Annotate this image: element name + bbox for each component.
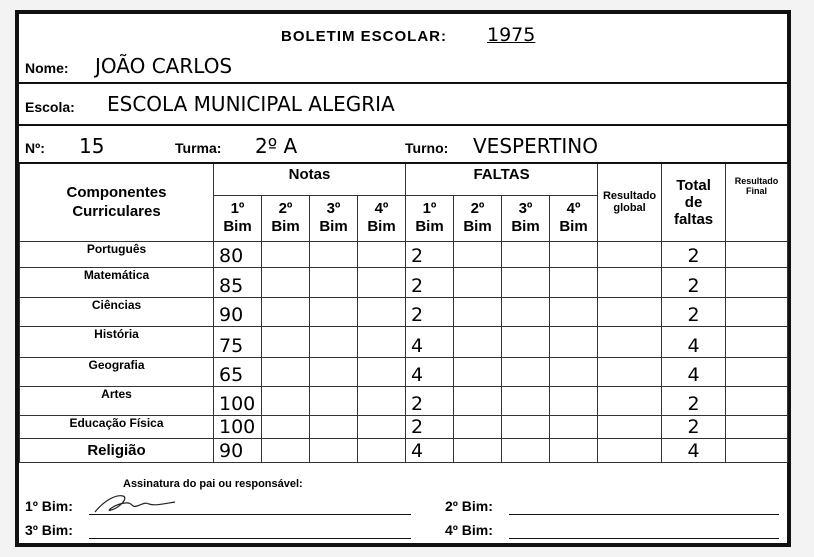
empty-cell (550, 438, 598, 462)
empty-cell (454, 241, 502, 267)
student-shift: VESPERTINO (473, 134, 598, 158)
empty-cell (262, 415, 310, 438)
falta-bim-1: 2 (406, 415, 454, 438)
school-name: ESCOLA MUNICIPAL ALEGRIA (107, 92, 395, 116)
total-faltas: 2 (662, 267, 726, 297)
total-faltas: 2 (662, 386, 726, 415)
table-row (20, 241, 788, 267)
shift-label: Turno: (405, 140, 449, 156)
empty-cell (310, 267, 358, 297)
total-faltas: 4 (662, 438, 726, 462)
header-row (19, 14, 787, 84)
empty-cell (502, 357, 550, 386)
empty-cell (262, 241, 310, 267)
notas-bim-4-header: 4º Bim (358, 195, 406, 241)
empty-cell (262, 267, 310, 297)
falta-bim-1: 2 (406, 241, 454, 267)
empty-cell (310, 415, 358, 438)
student-class: 2º A (255, 134, 298, 158)
empty-cell (598, 386, 662, 415)
empty-cell (598, 415, 662, 438)
empty-cell (502, 267, 550, 297)
empty-cell (262, 438, 310, 462)
subject-name: Religião (20, 438, 214, 462)
empty-cell (358, 357, 406, 386)
nota-bim-1: 90 (214, 438, 262, 462)
empty-cell (310, 241, 358, 267)
empty-cell (502, 438, 550, 462)
student-number: 15 (79, 134, 105, 158)
empty-cell (262, 326, 310, 357)
empty-cell (454, 267, 502, 297)
empty-cell (598, 357, 662, 386)
empty-cell (502, 415, 550, 438)
nota-bim-1: 100 (214, 415, 262, 438)
notas-bim-2-header: 2º Bim (262, 195, 310, 241)
faltas-bim-1-header: 1º Bim (406, 195, 454, 241)
info-row (19, 126, 787, 162)
empty-cell (726, 241, 788, 267)
total-faltas: 2 (662, 241, 726, 267)
school-row (19, 84, 787, 126)
empty-cell (550, 415, 598, 438)
components-header: Componentes Curriculares (20, 163, 214, 241)
empty-cell (454, 297, 502, 326)
table-row (20, 267, 788, 297)
empty-cell (726, 357, 788, 386)
table-row (20, 326, 788, 357)
falta-bim-1: 2 (406, 386, 454, 415)
empty-cell (358, 267, 406, 297)
total-faltas: 4 (662, 357, 726, 386)
empty-cell (550, 386, 598, 415)
empty-cell (454, 326, 502, 357)
nota-bim-1: 80 (214, 241, 262, 267)
sign-bim2-line[interactable] (509, 514, 779, 515)
resultado-final-header: Resultado Final (726, 163, 788, 241)
subject-name: Ciências (20, 297, 214, 326)
empty-cell (502, 297, 550, 326)
empty-cell (262, 297, 310, 326)
empty-cell (310, 438, 358, 462)
subject-name: Geografia (20, 357, 214, 386)
empty-cell (262, 357, 310, 386)
table-row (20, 386, 788, 415)
empty-cell (550, 357, 598, 386)
empty-cell (550, 241, 598, 267)
total-faltas-header: Total de faltas (662, 163, 726, 241)
empty-cell (358, 438, 406, 462)
sign-bim1-label: 1º Bim: (25, 498, 73, 514)
table-row (20, 297, 788, 326)
empty-cell (502, 386, 550, 415)
class-label: Turma: (175, 140, 222, 156)
student-name: JOÃO CARLOS (95, 54, 233, 78)
falta-bim-1: 2 (406, 297, 454, 326)
sign-bim4-label: 4º Bim: (445, 522, 493, 538)
empty-cell (262, 386, 310, 415)
subject-name: Matemática (20, 267, 214, 297)
table-row (20, 438, 788, 462)
total-faltas: 2 (662, 297, 726, 326)
empty-cell (310, 386, 358, 415)
empty-cell (454, 415, 502, 438)
notas-bim-3-header: 3º Bim (310, 195, 358, 241)
empty-cell (358, 415, 406, 438)
empty-cell (358, 297, 406, 326)
empty-cell (454, 386, 502, 415)
empty-cell (502, 326, 550, 357)
falta-bim-1: 4 (406, 438, 454, 462)
report-card (15, 10, 791, 547)
empty-cell (598, 297, 662, 326)
notas-header: Notas (214, 163, 406, 195)
subject-name: Português (20, 241, 214, 267)
number-label: Nº: (25, 140, 45, 156)
empty-cell (550, 326, 598, 357)
notas-bim-1-header: 1º Bim (214, 195, 262, 241)
sign-bim2-label: 2º Bim: (445, 498, 493, 514)
empty-cell (598, 326, 662, 357)
sign-bim3-line[interactable] (89, 538, 411, 539)
empty-cell (310, 326, 358, 357)
handwritten-signature (89, 490, 179, 516)
nota-bim-1: 75 (214, 326, 262, 357)
nota-bim-1: 85 (214, 267, 262, 297)
empty-cell (550, 267, 598, 297)
empty-cell (454, 438, 502, 462)
total-faltas: 4 (662, 326, 726, 357)
falta-bim-1: 2 (406, 267, 454, 297)
empty-cell (726, 326, 788, 357)
empty-cell (358, 386, 406, 415)
empty-cell (358, 326, 406, 357)
faltas-bim-4-header: 4º Bim (550, 195, 598, 241)
sign-bim3-label: 3º Bim: (25, 522, 73, 538)
empty-cell (310, 297, 358, 326)
table-row (20, 357, 788, 386)
empty-cell (726, 297, 788, 326)
grades-table (19, 162, 788, 463)
signature-section (19, 476, 787, 547)
table-row (20, 415, 788, 438)
name-label: Nome: (25, 60, 69, 76)
report-title: BOLETIM ESCOLAR: (281, 28, 447, 45)
total-faltas: 2 (662, 415, 726, 438)
faltas-header: FALTAS (406, 163, 598, 195)
empty-cell (550, 297, 598, 326)
empty-cell (598, 241, 662, 267)
subject-name: História (20, 326, 214, 357)
nota-bim-1: 65 (214, 357, 262, 386)
empty-cell (726, 438, 788, 462)
empty-cell (726, 386, 788, 415)
sign-bim4-line[interactable] (509, 538, 779, 539)
subject-name: Educação Física (20, 415, 214, 438)
empty-cell (310, 357, 358, 386)
resultado-global-header: Resultado global (598, 163, 662, 241)
empty-cell (726, 415, 788, 438)
nota-bim-1: 100 (214, 386, 262, 415)
report-year: 1975 (487, 24, 536, 46)
empty-cell (358, 241, 406, 267)
empty-cell (598, 267, 662, 297)
falta-bim-1: 4 (406, 326, 454, 357)
signature-label: Assinatura do pai ou responsável: (123, 478, 303, 490)
faltas-bim-3-header: 3º Bim (502, 195, 550, 241)
empty-cell (454, 357, 502, 386)
subject-name: Artes (20, 386, 214, 415)
nota-bim-1: 90 (214, 297, 262, 326)
empty-cell (598, 438, 662, 462)
school-label: Escola: (25, 99, 75, 115)
empty-cell (502, 241, 550, 267)
falta-bim-1: 4 (406, 357, 454, 386)
empty-cell (726, 267, 788, 297)
faltas-bim-2-header: 2º Bim (454, 195, 502, 241)
